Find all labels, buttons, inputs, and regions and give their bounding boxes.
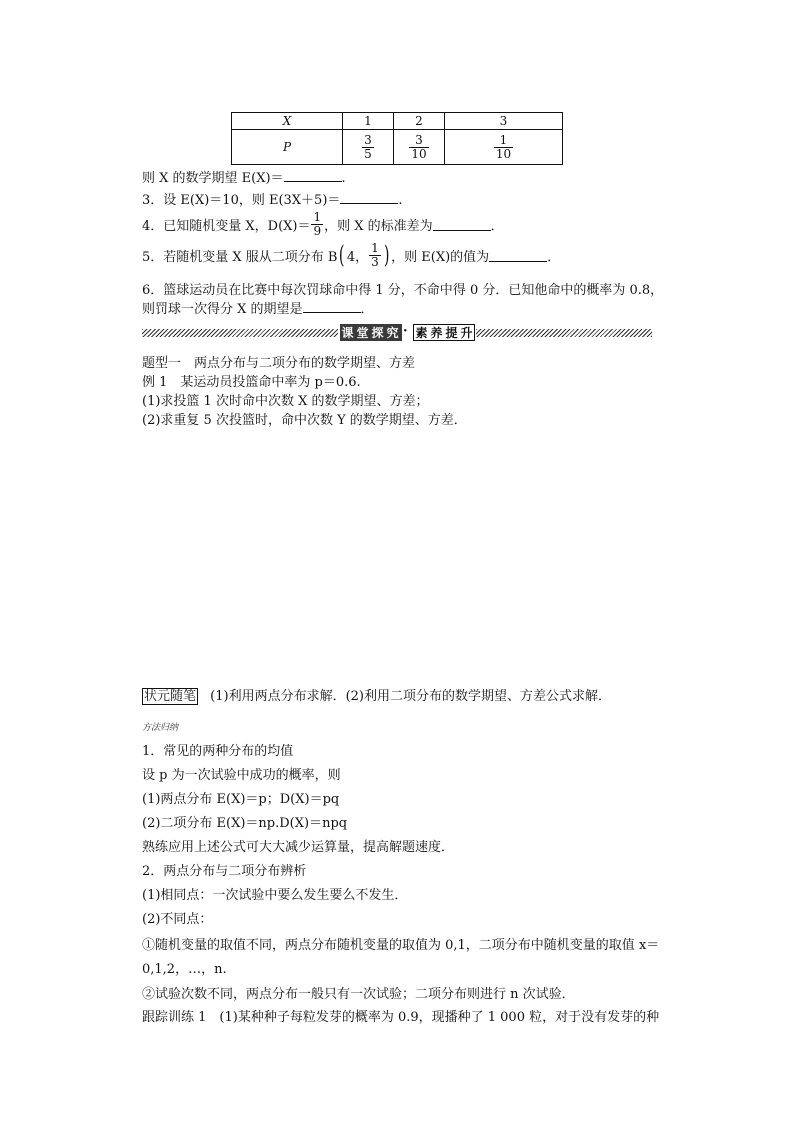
table-cell: 1: [343, 113, 394, 130]
answer-blank[interactable]: [303, 300, 361, 313]
example-title: 题型一 两点分布与二项分布的数学期望、方差: [142, 356, 416, 371]
question-4: 4．已知随机变量 X，D(X)＝ $\frac{1}{9}$ ，则 X 的标准差为 ．: [142, 209, 504, 238]
answer-blank[interactable]: [489, 249, 547, 262]
method-line: 熟练应用上述公式可大大减少运算量，提高解题速度．: [142, 840, 455, 855]
left-paren-icon: (: [339, 241, 345, 269]
answer-blank[interactable]: [284, 169, 342, 182]
table-cell: 3: [445, 113, 563, 130]
answer-blank[interactable]: [433, 218, 491, 231]
example-line-3: (2)求重复 5 次投篮时，命中次数 Y 的数学期望、方差．: [142, 413, 467, 428]
example-line-2: (1)求投篮 1 次时命中次数 X 的数学期望、方差；: [142, 394, 429, 409]
distribution-table: [231, 112, 563, 165]
fraction: $\frac{1}{3}$: [371, 240, 379, 269]
fraction: $\frac{3}{5}$: [364, 132, 372, 161]
table-cell: [343, 130, 394, 165]
banner-section-title: 课 堂 探 究: [340, 324, 402, 341]
method-line: 0,1,2，…，n.: [142, 962, 227, 977]
table-row-x: [232, 113, 563, 130]
question-6-line-2: 则罚球一次得分 X 的期望是 ．: [142, 302, 374, 317]
answer-blank[interactable]: [340, 191, 398, 204]
banner-dot: ·: [403, 324, 408, 339]
question-6-line-1: 6．篮球运动员在比赛中每次罚球命中得 1 分，不命中得 0 分．已知他命中的概率为 0.8，: [142, 283, 664, 298]
fraction: $\frac{3}{10}$: [411, 132, 427, 161]
right-paren-icon: ): [383, 241, 390, 269]
method-line: (1)相同点：一次试验中要么发生要么不发生．: [142, 888, 408, 903]
fraction: $\frac{1}{10}$: [495, 132, 512, 161]
hint-line: [142, 685, 611, 704]
method-line: 设 p 为一次试验中成功的概率，则: [142, 768, 341, 783]
table-cell: [394, 130, 445, 165]
hint-label: 状元随笔: [144, 689, 197, 704]
table-cell: 2: [394, 113, 445, 130]
method-label: 方法归纳: [142, 723, 179, 733]
banner-hatch-right: [476, 329, 652, 337]
method-line: ②试验次数不同，两点分布一般只有一次试验；二项分布则进行 n 次试验．: [142, 987, 575, 1002]
banner-section-subtitle: 素 养 提 升: [413, 324, 475, 341]
method-line: ①随机变量的取值不同，两点分布随机变量的取值为 0,1，二项分布中随机变量的取值 x＝: [142, 938, 660, 953]
training-line: 跟踪训练 1 (1)某种种子每粒发芽的概率为 0.9，现播种了 1 000 粒，对于没有发芽的种: [142, 1010, 660, 1025]
banner-hatch-left: [142, 329, 338, 337]
method-line: (1)两点分布 E(X)＝p；D(X)＝pq: [142, 792, 340, 807]
table-header-x: X: [232, 113, 343, 130]
method-line: (2)不同点：: [142, 912, 213, 927]
question-2: 则 X 的数学期望 E(X)＝ .: [142, 171, 346, 186]
hint-text: (1)利用两点分布求解．(2)利用二项分布的数学期望、方差公式求解．: [210, 689, 611, 704]
table-row-p: [232, 130, 563, 165]
table-cell: [445, 130, 563, 165]
method-line: 2．两点分布与二项分布辨析: [142, 864, 307, 879]
fraction: $\frac{1}{9}$: [313, 209, 322, 238]
method-line: (2)二项分布 E(X)＝np.D(X)＝npq: [142, 816, 348, 831]
question-5: 5．若随机变量 X 服从二项分布 B ( 4， $\frac{1}{3}$ ) ，则 E(X)的值为 ．: [142, 240, 561, 269]
table-header-p: P: [232, 130, 343, 165]
method-line: 1．常见的两种分布的均值: [142, 744, 294, 759]
question-3: 3．设 E(X)＝10，则 E(3X＋5)＝ .: [142, 193, 403, 208]
example-line-1: 例 1 某运动员投篮命中率为 p＝0.6.: [142, 375, 361, 390]
